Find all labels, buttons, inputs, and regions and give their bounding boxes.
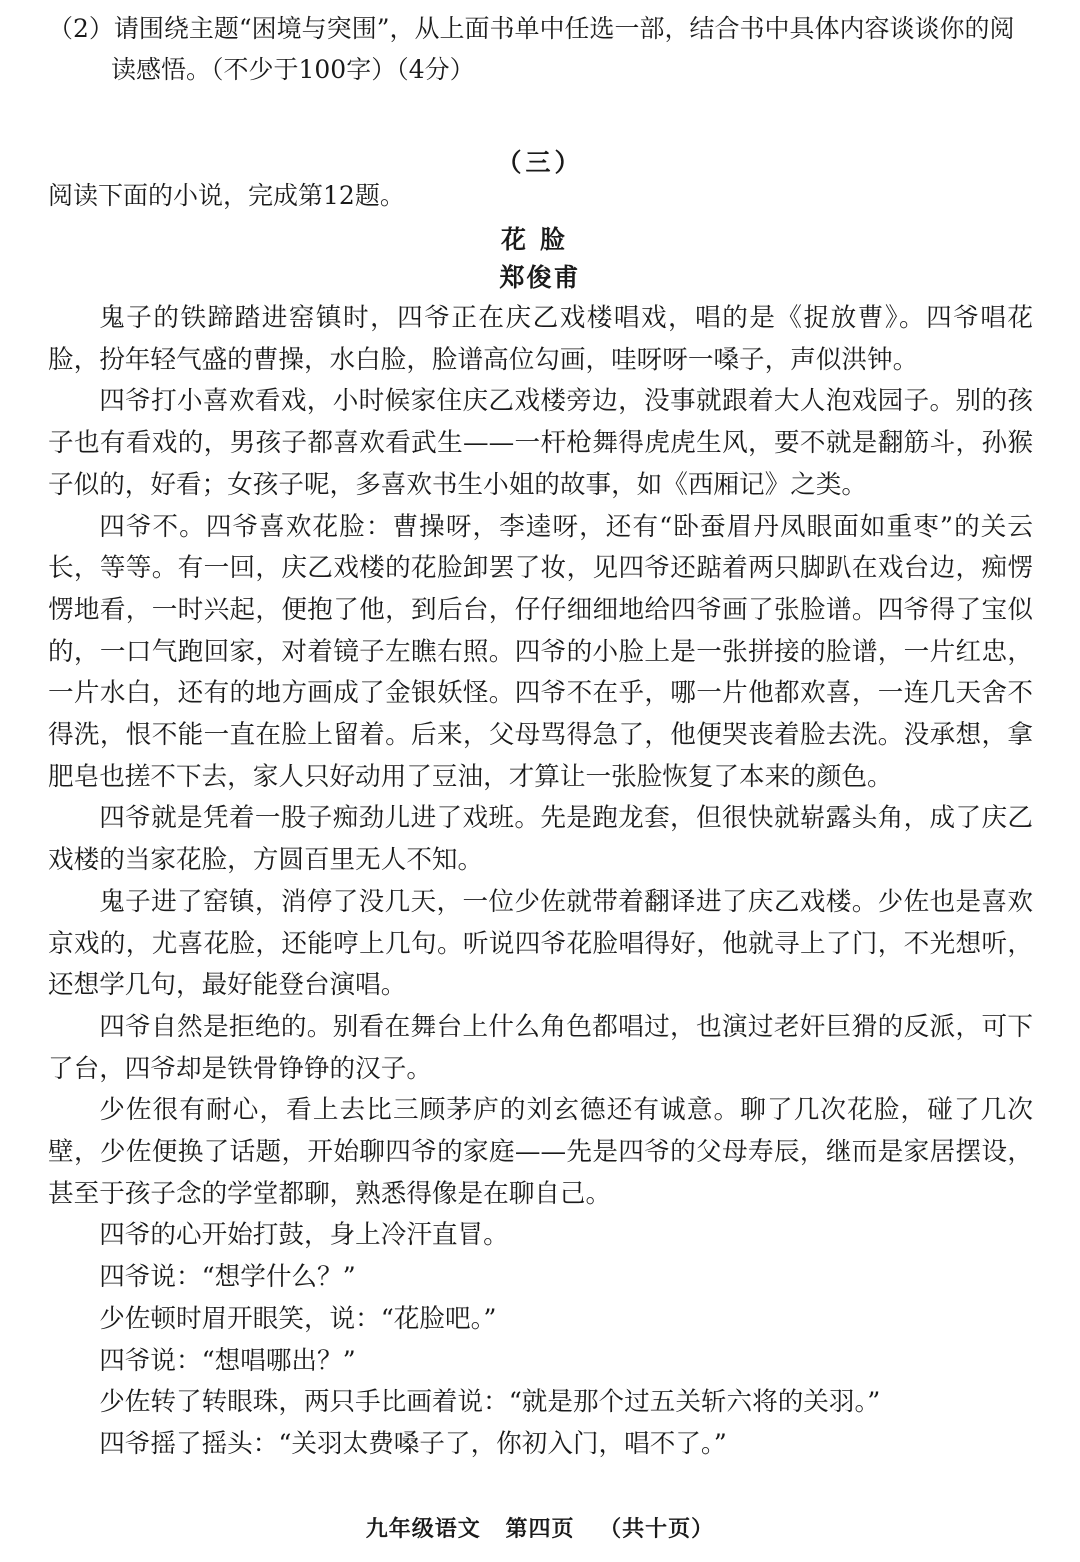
story-paragraph: 少佐顿时眉开眼笑，说：“花脸吧。” (99, 1303, 497, 1334)
story-paragraph: 四爷不。四爷喜欢花脸：曹操呀，李逵呀，还有“卧蚕眉丹凤眼面如重枣”的关云长，等等。有一回，庆乙戏楼的花脸卸罢了妆，见四爷还踮着两只脚趴在戏台边，痴愣愣地看，一时兴起，便抱了他，到后台，仔仔细细地给四爷画了张脸谱。四爷得了宝似的，一口气跑回家，对着镜子左瞧右照。四爷的小脸上是一张拼接的脸谱，一片红忠，一片水白，还有的地方画成了金银妖怪。四爷不在乎，哪一片他都欢喜，一连几天舍不得洗，恨不能一直在脸上留着。后来，父母骂得急了，他便哭丧着脸去洗。没承想，拿肥皂也搓不下去，家人只好动用了豆油，才算让一张脸恢复了本来的颜色。 (48, 511, 1033, 792)
story-title: 花脸 (500, 225, 579, 254)
story-paragraph: 四爷的心开始打鼓，身上冷汗直冒。 (99, 1220, 509, 1251)
story-paragraph: 四爷打小喜欢看戏，小时候家住庆乙戏楼旁边，没事就跟着大人泡戏园子。别的孩子也有看戏的，男孩子都喜欢看武生——一杆枪舞得虎虎生风，要不就是翻筋斗，孙猴子似的，好看；女孩子呢，多喜欢书生小姐的故事，如《西厢记》之类。 (48, 386, 1033, 500)
story-paragraph: 四爷就是凭着一股子痴劲儿进了戏班。先是跑龙套，但很快就崭露头角，成了庆乙戏楼的当家花脸，方圆百里无人不知。 (48, 803, 1033, 876)
story-author: 郑俊甫 (499, 263, 581, 292)
footer-page-total: （共十页） (599, 1516, 715, 1542)
page-footer (0, 1512, 1080, 1543)
story-paragraph: 少佐很有耐心，看上去比三顾茅庐的刘玄德还有诚意。聊了几次花脸，碰了几次壁，少佐便换了话题，开始聊四爷的家庭——先是四爷的父母寿辰，继而是家居摆设，甚至于孩子念的学堂都聊，熟悉得像是在聊自己。 (48, 1095, 1033, 1209)
story-paragraph: 少佐转了转眼珠，两只手比画着说：“就是那个过五关斩六将的关羽。” (99, 1387, 881, 1418)
question-line-1: （2）请围绕主题“困境与突围”，从上面书单中任选一部，结合书中具体内容谈谈你的阅 (48, 14, 1015, 43)
footer-page-number: 第四页 (505, 1516, 575, 1542)
story-paragraph: 四爷说：“想学什么？” (99, 1262, 356, 1293)
story-paragraph: 鬼子的铁蹄踏进窑镇时，四爷正在庆乙戏楼唱戏，唱的是《捉放曹》。四爷唱花脸，扮年轻气盛的曹操，水白脸，脸谱高位勾画，哇呀呀一嗓子，声似洪钟。 (48, 303, 1033, 375)
story-paragraph: 四爷自然是拒绝的。别看在舞台上什么角色都唱过，也演过老奸巨猾的反派，可下了台，四爷却是铁骨铮铮的汉子。 (48, 1011, 1033, 1084)
section-instruction: 阅读下面的小说，完成第12题。 (48, 181, 405, 210)
question-line-2: 读感悟。（不少于100字）（4分） (111, 55, 475, 84)
footer-subject: 九年级语文 (365, 1516, 481, 1542)
section-number: （三） (496, 148, 584, 177)
story-body (48, 298, 1033, 1466)
story-paragraph: 四爷说：“想唱哪出？” (99, 1345, 356, 1376)
reading-question-2 (48, 8, 1038, 90)
story-paragraph: 四爷摇了摇头：“关羽太费嗓子了，你初入门，唱不了。” (99, 1428, 727, 1459)
story-paragraph: 鬼子进了窑镇，消停了没几天，一位少佐就带着翻译进了庆乙戏楼。少佐也是喜欢京戏的，尤喜花脸，还能哼上几句。听说四爷花脸唱得好，他就寻上了门，不光想听，还想学几句，最好能登台演唱。 (48, 886, 1033, 1001)
